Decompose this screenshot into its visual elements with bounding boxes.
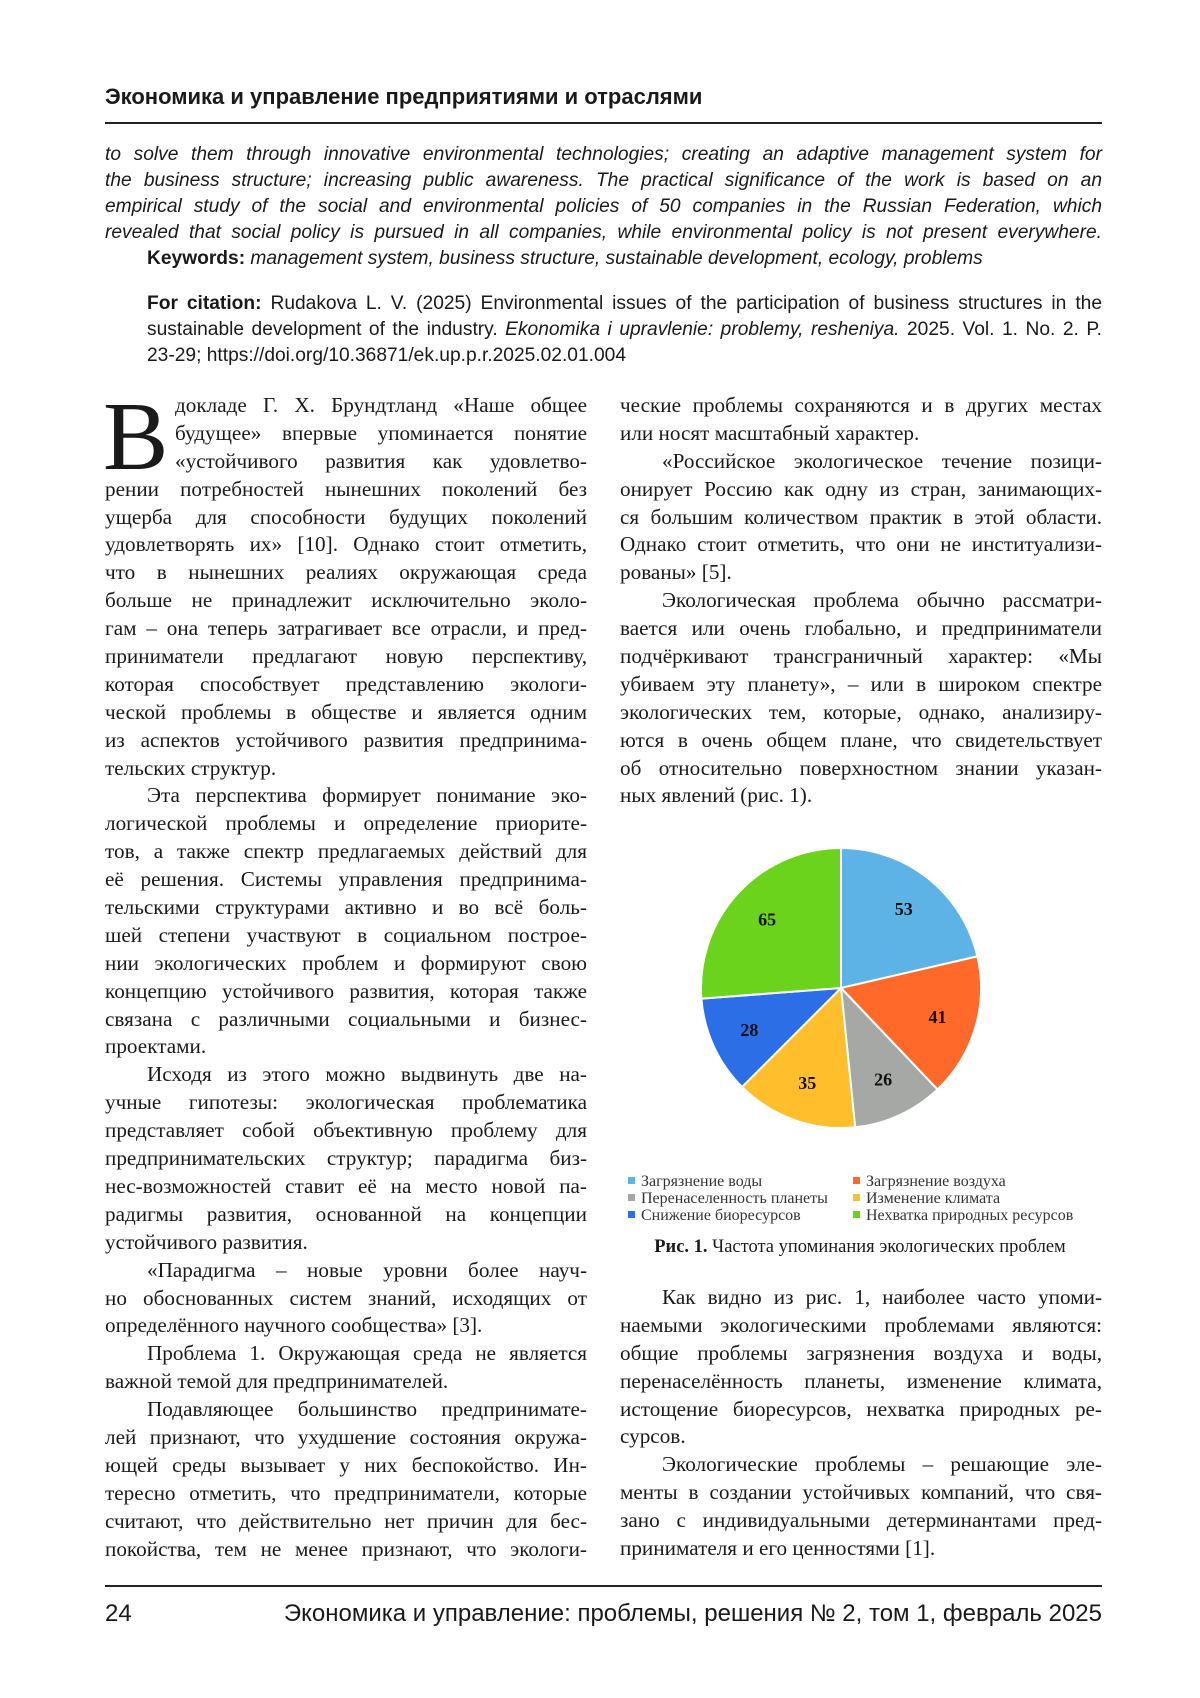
text-line: истощение биоресурсов, нехватка природных ре- — [620, 1396, 1102, 1424]
drop-cap: В — [103, 388, 168, 486]
text-line: тов, а также спектр предлагаемых действий для — [105, 838, 587, 866]
text-line: вается или очень глобально, и предприниматели — [620, 615, 1102, 643]
text-line: перенаселённость планеты, изменение климата, — [620, 1368, 1102, 1396]
text-line: рении потребностей нынешних поколений без — [105, 476, 587, 504]
abstract-line: revealed that social policy is pursued in all companies, while environmental policy is not present everywhere. — [105, 220, 1102, 246]
text-line: из аспектов устойчивого развития предпринима- — [105, 727, 587, 755]
figure-caption — [600, 1237, 1120, 1258]
keywords-label: Keywords: — [147, 248, 245, 269]
text-line: радигмы развития, основанной на концепции — [105, 1201, 587, 1229]
text-line: Как видно из рис. 1, наиболее часто упоми- — [620, 1284, 1102, 1312]
pie-data-label: 41 — [929, 1007, 947, 1027]
text-line: тельскими структурами активно и во всё боль- — [105, 894, 587, 922]
pie-data-label: 53 — [895, 899, 913, 919]
abstract-line: the business structure; increasing public awareness. The practical significance of the work is based on an — [105, 168, 1102, 194]
text-line: ющей среды вызывает у них беспокойство. Ин- — [105, 1452, 587, 1480]
text-line: или носят масштабный характер. — [620, 420, 1102, 448]
running-head: Экономика и управление предприятиями и отраслями — [105, 84, 702, 110]
text-line: наемыми экологическими проблемами являются: — [620, 1312, 1102, 1340]
footer-rule — [105, 1585, 1102, 1587]
text-line: общие проблемы загрязнения воздуха и воды, — [620, 1340, 1102, 1368]
text-line: ся большим количеством практик в этой области. — [620, 504, 1102, 532]
legend-item — [628, 1190, 828, 1207]
citation-text-end: 2025. Vol. 1. No. 2. P. 23-29; https://doi.org/10.36871/ek.up.p.r.2025.02.01.004 — [147, 319, 1102, 366]
citation-text: Rudakova L. V. (2025) Environmental issues of the participation of business structures in the sustainable development of the industry. — [147, 293, 1102, 340]
text-line: приниматели предлагают новую перспективу, — [105, 643, 587, 671]
text-line: но обоснованных систем знаний, исходящих от — [105, 1285, 587, 1313]
abstract-line: empirical study of the social and environmental policies of 50 companies in the Russian Federation, which — [105, 194, 1102, 220]
page-number: 24 — [105, 1600, 132, 1628]
pie-data-label: 26 — [874, 1070, 892, 1090]
text-line: Однако стоит отметить, что они не институализи- — [620, 531, 1102, 559]
text-line: определённого научного сообщества» [3]. — [105, 1312, 587, 1340]
legend-swatch — [853, 1211, 860, 1218]
caption-label: Рис. 1. — [654, 1237, 707, 1257]
text-line: ческие проблемы сохраняются и в других местах — [620, 392, 1102, 420]
header-rule — [105, 122, 1102, 124]
legend-item — [628, 1173, 762, 1190]
text-line: нии экологических проблем и формируют свою — [105, 950, 587, 978]
text-line: зано с индивидуальными детерминантами пред- — [620, 1507, 1102, 1535]
text-line: подчёркивают трансграничный характер: «Мы — [620, 643, 1102, 671]
pie-chart — [600, 835, 1120, 1165]
text-line: ются в очень общем плане, что свидетельствует — [620, 727, 1102, 755]
legend-item — [853, 1173, 1006, 1190]
legend-swatch — [853, 1194, 860, 1201]
legend-swatch — [628, 1211, 635, 1218]
right-column-top — [620, 392, 1102, 810]
text-line: онирует Россию как одну из стран, занимающих- — [620, 476, 1102, 504]
text-line: нес-возможностей ставит её на место новой па- — [105, 1173, 587, 1201]
figure-1 — [600, 835, 1120, 1275]
text-line: что в нынешних реалиях окружающая среда — [105, 559, 587, 587]
legend-label: Снижение биоресурсов — [641, 1207, 801, 1224]
legend-item — [628, 1207, 801, 1224]
legend-label: Нехватка природных ресурсов — [866, 1207, 1073, 1224]
legend-swatch — [628, 1177, 635, 1184]
citation-journal: Ekonomika i upravlenie: problemy, resheniya. — [505, 319, 899, 340]
text-line: покойства, тем не менее признают, что экологи- — [105, 1536, 587, 1564]
text-line: будущее» впервые упоминается понятие — [105, 420, 587, 448]
text-line: предпринимательских структур; парадигма биз- — [105, 1145, 587, 1173]
text-line: гам – она теперь затрагивает все отрасли, и пред- — [105, 615, 587, 643]
abstract — [105, 142, 1102, 272]
text-line: логической проблемы и определение приорите- — [105, 810, 587, 838]
text-line: лей признают, что ухудшение состояния окружа- — [105, 1424, 587, 1452]
text-line: устойчивого развития. — [105, 1229, 587, 1257]
text-line: принимателя и его ценностями [1]. — [620, 1535, 1102, 1563]
caption-text: Частота упоминания экологических проблем — [708, 1237, 1066, 1257]
text-line: «Российское экологическое течение позици- — [620, 448, 1102, 476]
text-line: ущерба для способности будущих поколений — [105, 504, 587, 532]
text-line: экологических тем, которые, однако, анализиру- — [620, 699, 1102, 727]
citation-label: For citation: — [147, 293, 262, 314]
text-line: тересно отметить, что предприниматели, которые — [105, 1480, 587, 1508]
citation — [147, 291, 1102, 369]
pie-data-label: 28 — [740, 1020, 758, 1040]
legend-label: Изменение климата — [866, 1190, 1000, 1207]
right-column-bottom — [620, 1284, 1102, 1563]
text-line: учные гипотезы: экологическая проблематика — [105, 1089, 587, 1117]
text-line: «устойчивого развития как удовлетво- — [105, 448, 587, 476]
keywords — [105, 246, 1102, 272]
legend-label: Загрязнение воздуха — [866, 1173, 1006, 1190]
text-line: удовлетворять их» [10]. Однако стоит отметить, — [105, 531, 587, 559]
text-line: проектами. — [105, 1033, 587, 1061]
footer-journal-title: Экономика и управление: проблемы, решения № 2, том 1, февраль 2025 — [284, 1600, 1102, 1628]
text-line: Эта перспектива формирует понимание эко- — [105, 782, 587, 810]
text-line: Проблема 1. Окружающая среда не является — [105, 1340, 587, 1368]
text-line: которая способствует представлению экологи- — [105, 671, 587, 699]
text-line: концепцию устойчивого развития, которая также — [105, 978, 587, 1006]
abstract-line: to solve them through innovative environmental technologies; creating an adaptive management system for — [105, 142, 1102, 168]
text-line: ческой проблемы в обществе и является одним — [105, 699, 587, 727]
text-line: тельских структур. — [105, 755, 587, 783]
text-line: об относительно поверхностном знании указан- — [620, 755, 1102, 783]
text-line: рованы» [5]. — [620, 559, 1102, 587]
legend-item — [853, 1190, 1000, 1207]
text-line: ных явлений (рис. 1). — [620, 782, 1102, 810]
text-line: считают, что действительно нет причин для бес- — [105, 1508, 587, 1536]
text-line: сурсов. — [620, 1423, 1102, 1451]
keywords-text: management system, business structure, sustainable development, ecology, problems — [245, 248, 983, 269]
text-line: больше не принадлежит исключительно эколо- — [105, 587, 587, 615]
text-line: важной темой для предпринимателей. — [105, 1368, 587, 1396]
legend-label: Перенаселенность планеты — [641, 1190, 828, 1207]
text-line: менты в создании устойчивых компаний, что свя- — [620, 1479, 1102, 1507]
legend-swatch — [628, 1194, 635, 1201]
text-line: представляет собой объективную проблему для — [105, 1117, 587, 1145]
text-line: Экологические проблемы – решающие эле- — [620, 1451, 1102, 1479]
text-line: докладе Г. Х. Брундтланд «Наше общее — [105, 392, 587, 420]
text-line: Подавляющее большинство предпринимате- — [105, 1396, 587, 1424]
pie-data-label: 35 — [798, 1073, 816, 1093]
text-line: шей степени участвуют в социальном построе- — [105, 922, 587, 950]
legend-swatch — [853, 1177, 860, 1184]
text-line: её решения. Системы управления предпринима- — [105, 866, 587, 894]
text-line: Исходя из этого можно выдвинуть две на- — [105, 1061, 587, 1089]
text-line: «Парадигма – новые уровни более науч- — [105, 1257, 587, 1285]
left-column — [105, 392, 587, 1563]
text-line: связана с различными социальными и бизнес- — [105, 1006, 587, 1034]
pie-data-label: 65 — [758, 909, 776, 929]
text-line: Экологическая проблема обычно рассматри- — [620, 587, 1102, 615]
text-line: убиваем эту планету», – или в широком спектре — [620, 671, 1102, 699]
legend-item — [853, 1207, 1073, 1224]
legend-label: Загрязнение воды — [641, 1173, 762, 1190]
